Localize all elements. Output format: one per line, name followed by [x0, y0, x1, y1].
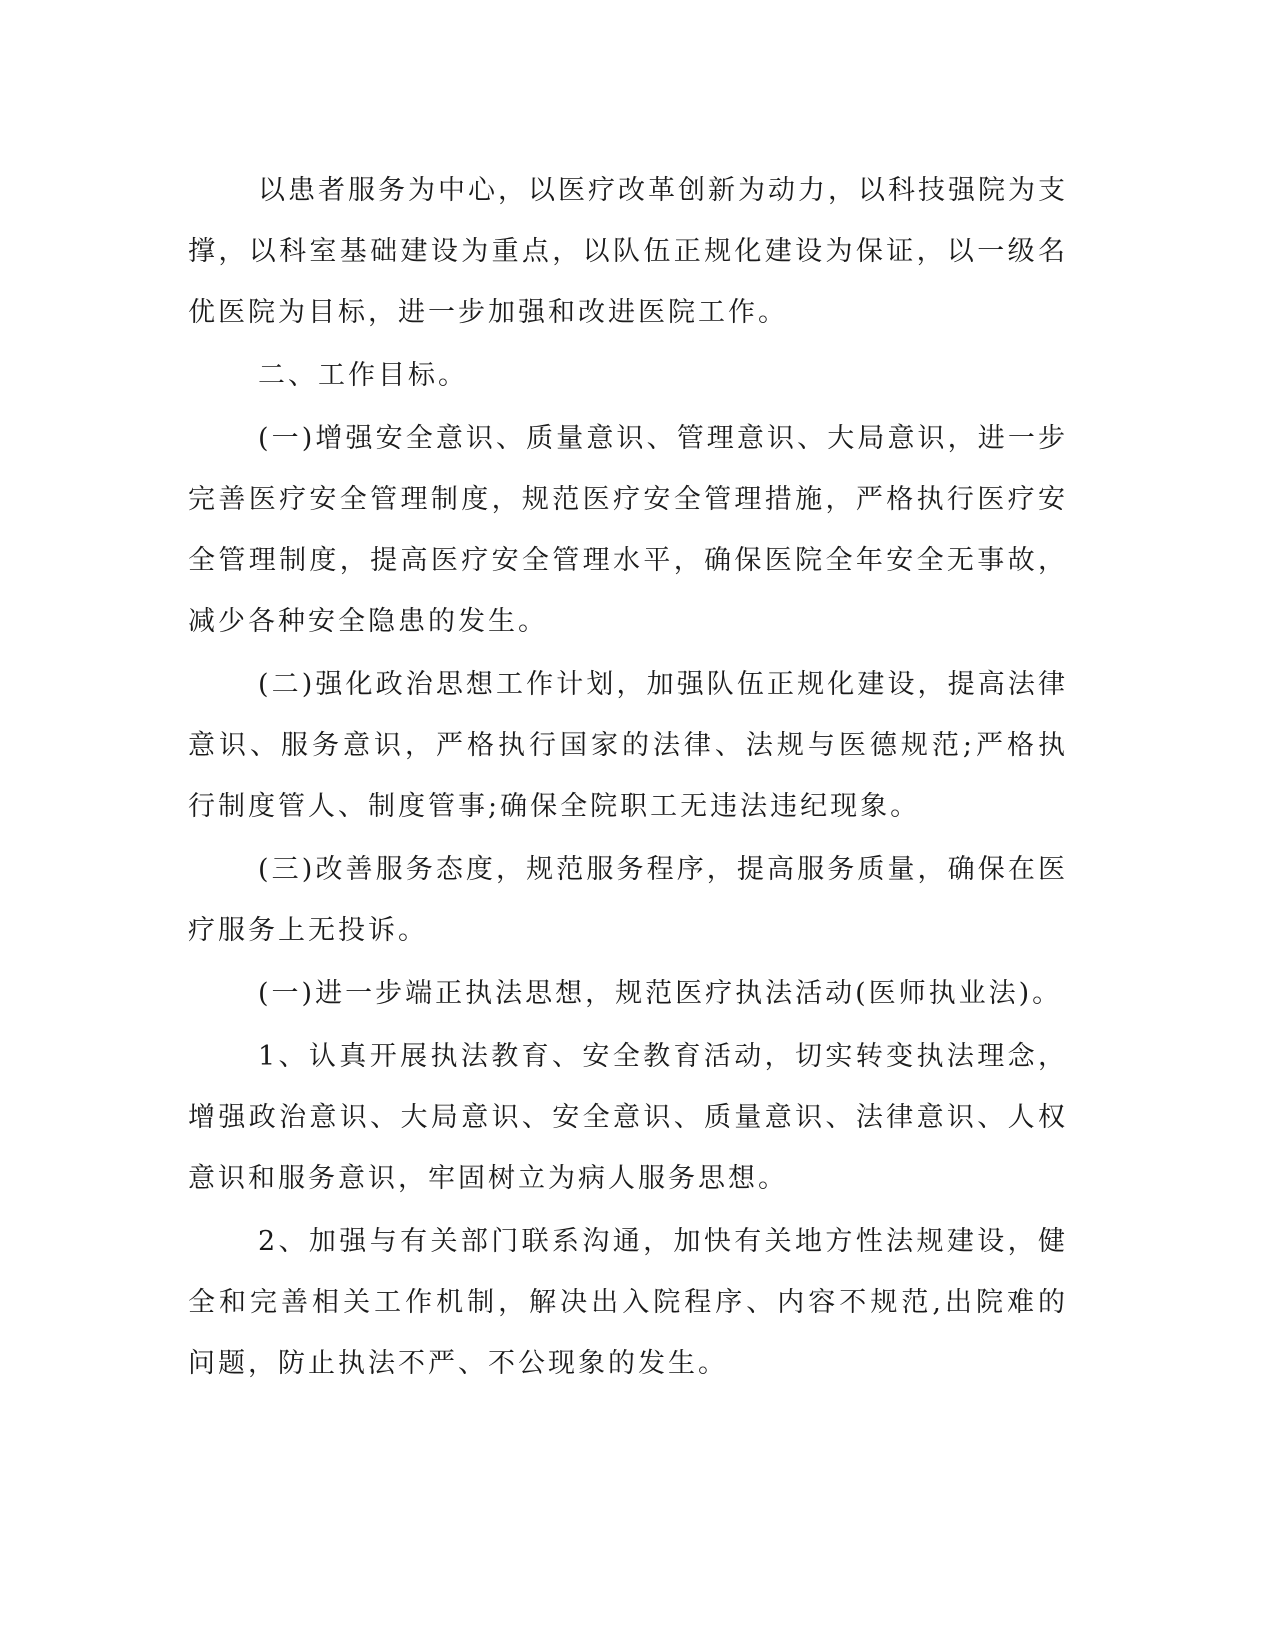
paragraph-item-1: 1、认真开展执法教育、安全教育活动，切实转变执法理念，增强政治意识、大局意识、安全意识、质量意识、法律意识、人权意识和服务意识，牢固树立为病人服务思想。 — [188, 1041, 1068, 1194]
section-heading-work-goals: 二、工作目标。 — [258, 360, 468, 391]
paragraph-goal-1: (一)增强安全意识、质量意识、管理意识、大局意识，进一步完善医疗安全管理制度，规范医疗安全管理措施，严格执行医疗安全管理制度，提高医疗安全管理水平，确保医院全年安全无事故，减少各种安全隐患的发生。 — [188, 423, 1068, 637]
paragraph-measure-1: (一)进一步端正执法思想，规范医疗执法活动(医师执业法)。 — [258, 978, 1063, 1009]
paragraph-item-2: 2、加强与有关部门联系沟通，加快有关地方性法规建设，健全和完善相关工作机制，解决出入院程序、内容不规范,出院难的问题，防止执法不严、不公现象的发生。 — [188, 1226, 1068, 1379]
paragraph-guiding-principle: 以患者服务为中心，以医疗改革创新为动力，以科技强院为支撑，以科室基础建设为重点，以队伍正规化建设为保证，以一级名优医院为目标，进一步加强和改进医院工作。 — [188, 175, 1068, 328]
paragraph-goal-2: (二)强化政治思想工作计划，加强队伍正规化建设，提高法律意识、服务意识，严格执行国家的法律、法规与医德规范;严格执行制度管人、制度管事;确保全院职工无违法违纪现象。 — [188, 669, 1068, 822]
paragraph-goal-3: (三)改善服务态度，规范服务程序，提高服务质量，确保在医疗服务上无投诉。 — [188, 854, 1068, 946]
document-body — [188, 160, 1068, 1396]
